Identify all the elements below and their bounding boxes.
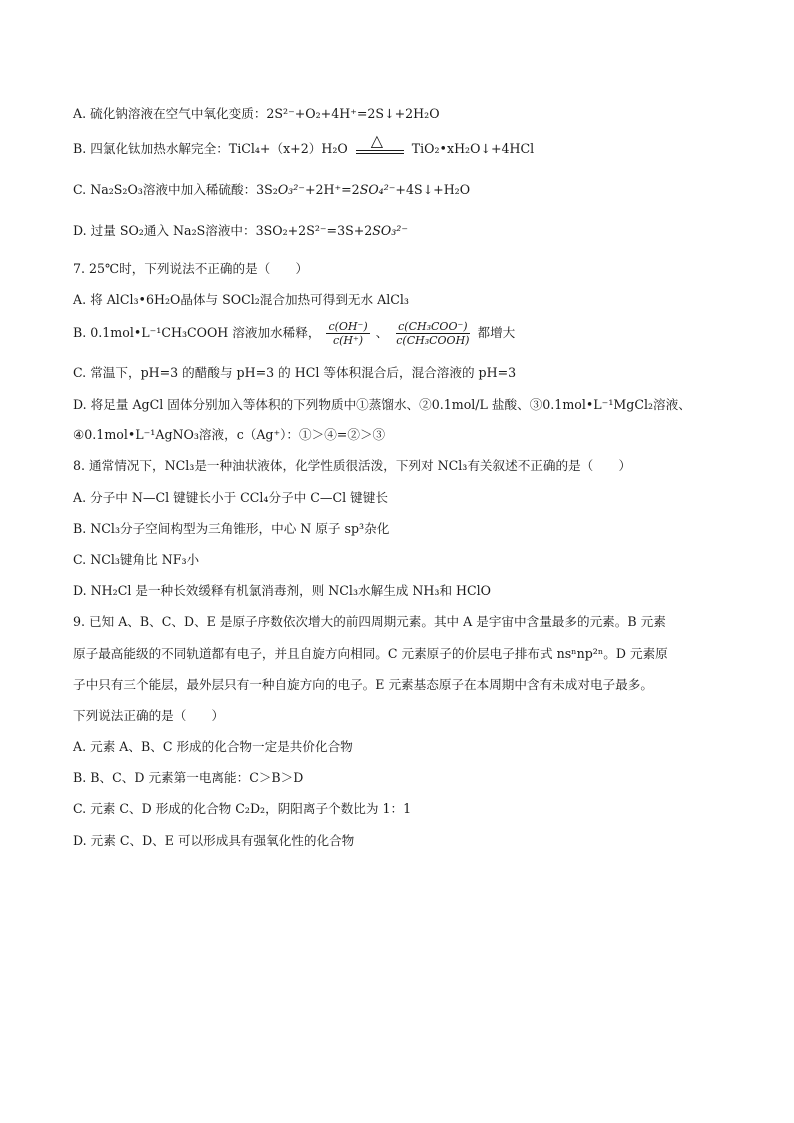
q8-option-c: C. NCl₃键角比 NF₃小 xyxy=(73,552,200,567)
q7-option-d-line1: D. 将足量 AgCl 固体分别加入等体积的下列物质中①蒸馏水、②0.1mol/L 盐酸、③0.1mol•L⁻¹MgCl₂溶液、 xyxy=(73,397,691,412)
q6-option-a: A. 硫化钠溶液在空气中氧化变质：2S²⁻+O₂+4H⁺=2S↓+2H₂O xyxy=(73,106,440,121)
q9-option-b: B. B、C、D 元素第一电离能：C＞B＞D xyxy=(73,770,304,785)
q7-option-d-line2: ④0.1mol•L⁻¹AgNO₃溶液，c（Ag⁺）：①＞④=②＞③ xyxy=(73,427,386,442)
q6-option-c-right: +4S↓+H₂O xyxy=(395,182,471,197)
q7-option-b-right: 都增大 xyxy=(477,325,516,340)
q8-option-a: A. 分子中 N—Cl 键键长小于 CCl₄分子中 C—Cl 键键长 xyxy=(73,490,388,505)
q6-option-d-left: D. 过量 SO₂通入 Na₂S溶液中：3SO₂+2S²⁻=3S+2 xyxy=(73,223,373,238)
heating-equals-symbol xyxy=(356,130,404,159)
fraction-denominator: c(H⁺) xyxy=(332,334,364,347)
q9-stem-line3: 子中只有三个能层，最外层只有一种自旋方向的电子。E 元素基态原子在本周期中含有未成对电子最多。 xyxy=(73,677,653,692)
q9-stem-line1: 9. 已知 A、B、C、D、E 是原子序数依次增大的前四周期元素。其中 A 是宇宙中含量最多的元素。B 元素 xyxy=(73,614,666,629)
q6-option-c-left: C. Na₂S₂O₃溶液中加入稀硫酸：3S₂ xyxy=(73,182,278,197)
q9-option-d: D. 元素 C、D、E 可以形成具有强氧化性的化合物 xyxy=(73,833,355,848)
q7-option-b xyxy=(73,320,515,347)
q9-stem-line4: 下列说法正确的是（ ） xyxy=(73,708,225,723)
q9-option-c: C. 元素 C、D 形成的化合物 C₂D₂，阴阳离子个数比为 1：1 xyxy=(73,801,412,816)
thiosulfate-ion-part: O₃²⁻ xyxy=(277,182,305,197)
fraction-oh-over-h xyxy=(326,320,369,347)
q9-option-a: A. 元素 A、B、C 形成的化合物一定是共价化合物 xyxy=(73,739,353,754)
q7-option-a: A. 将 AlCl₃•6H₂O晶体与 SOCl₂混合加热可得到无水 AlCl₃ xyxy=(73,292,409,307)
delta-icon: △ xyxy=(370,130,384,150)
q7-option-b-left: B. 0.1mol•L⁻¹CH₃COOH 溶液加水稀释， xyxy=(73,325,321,340)
q6-option-d xyxy=(73,222,408,240)
q6-option-c xyxy=(73,181,470,199)
q6-option-b xyxy=(73,130,535,159)
fraction-numerator: c(OH⁻) xyxy=(328,320,368,333)
q6-option-b-left: B. 四氯化钛加热水解完全：TiCl₄+（x+2）H₂O xyxy=(73,141,348,156)
q7-stem: 7. 25℃时，下列说法不正确的是（ ） xyxy=(73,261,309,276)
fraction-denominator: c(CH₃COOH) xyxy=(396,334,470,347)
separator: 、 xyxy=(375,325,389,340)
fraction-acetate-over-acid xyxy=(394,320,471,347)
fraction-numerator: c(CH₃COO⁻) xyxy=(398,320,468,333)
q6-option-b-right: TiO₂•xH₂O↓+4HCl xyxy=(411,141,535,156)
q7-option-c: C. 常温下，pH=3 的醋酸与 pH=3 的 HCl 等体积混合后，混合溶液的 pH=3 xyxy=(73,365,517,380)
sulfate-ion: SO₄²⁻ xyxy=(359,182,396,197)
q8-option-d: D. NH₂Cl 是一种长效缓释有机氯消毒剂，则 NCl₃水解生成 NH₃和 HClO xyxy=(73,583,492,598)
q6-option-c-mid: +2H⁺=2 xyxy=(304,182,360,197)
q8-stem: 8. 通常情况下，NCl₃是一种油状液体，化学性质很活泼，下列对 NCl₃有关叙述不正确的是（ ） xyxy=(73,458,632,473)
sulfite-ion: SO₃²⁻ xyxy=(372,223,408,238)
q9-stem-line2: 原子最高能级的不同轨道都有电子，并且自旋方向相同。C 元素原子的价层电子排布式 nsⁿnp²ⁿ。D 元素原 xyxy=(73,646,668,661)
q8-option-b: B. NCl₃分子空间构型为三角锥形，中心 N 原子 sp³杂化 xyxy=(73,521,390,536)
